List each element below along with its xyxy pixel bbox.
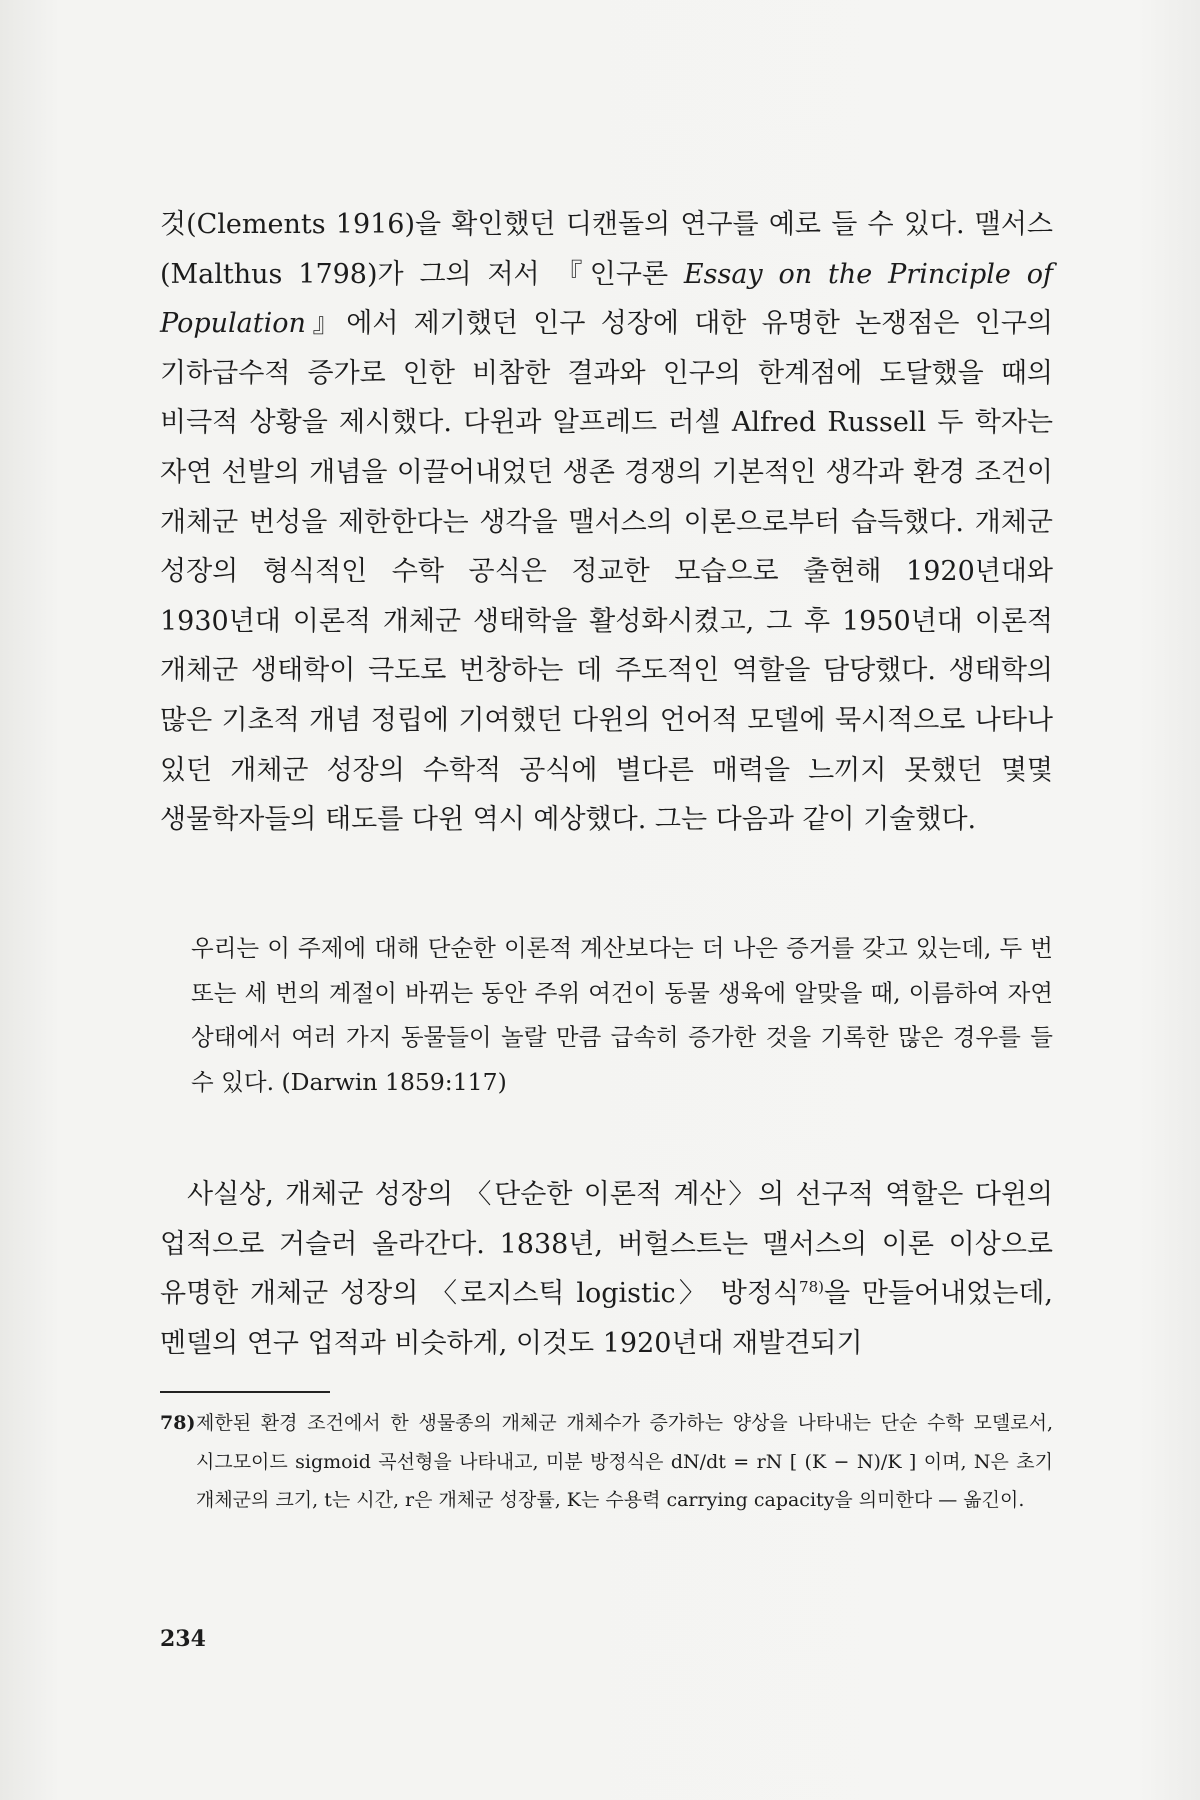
body-paragraph-2 — [160, 1170, 1053, 1368]
block-quote: 우리는 이 주제에 대해 단순한 이론적 계산보다는 더 나은 증거를 갖고 있는데, 두 번 또는 세 번의 계절이 바뀌는 동안 주위 여건이 동물 생육에 알맞을 때, 이름하여 자연 상태에서 여러 가지 동물들이 놀랄 만큼 급속히 증가한 것을 기록한 많은 경우를 들 수 있다. (Darwin 1859:117) — [191, 934, 1053, 1096]
page-number: 234 — [160, 1626, 206, 1652]
footnote — [160, 1404, 1053, 1520]
footnote-number: 78) — [160, 1412, 196, 1434]
footnote-reference[interactable]: 78) — [799, 1278, 824, 1297]
paragraph-1-text-b: 』에서 제기했던 인구 성장에 대한 유명한 논쟁점은 인구의 기하급수적 증가로 인한 비참한 결과와 인구의 한계점에 도달했을 때의 비극적 상황을 제시했다. 다윈과 알프레드 러셀 Alfred Russell 두 학자는 자연 선발의 개념을 이끌어내었던 생존 경쟁의 기본적인 생각과 환경 조건이 개체군 번성을 제한한다는 생각을 맬서스의 이론으로부터 습득했다. 개체군 성장의 형식적인 수학 공식은 정교한 모습으로 출현해 1920년대와 1930년대 이론적 개체군 생태학을 활성화시켰고, 그 후 1950년대 이론적 개체군 생태학이 극도로 번창하는 데 주도적인 역할을 담당했다. 생태학의 많은 기초적 개념 정립에 기여했던 다윈의 언어적 모델에 묵시적으로 나타나 있던 개체군 성장의 수학적 공식에 별다른 매력을 느끼지 못했던 몇몇 생물학자들의 태도를 다윈 역시 예상했다. 그는 다음과 같이 기술했다. — [160, 308, 1053, 836]
paragraph-1-text-a: 것(Clements 1916)을 확인했던 디캔돌의 연구를 예로 들 수 있다. 맬서스(Malthus 1798)가 그의 저서 『인구론 — [160, 209, 1053, 290]
body-paragraph-1 — [160, 200, 1053, 845]
footnote-divider — [160, 1391, 330, 1393]
book-title: Essay on the Principle of Population — [160, 258, 1053, 340]
footnote-text: 제한된 환경 조건에서 한 생물종의 개체군 개체수가 증가하는 양상을 나타내는 단순 수학 모델로서, 시그모이드 sigmoid 곡선형을 나타내고, 미분 방정식은 dN/dt = rN [ (K − N)/K ] 이며, N은 초기 개체군의 크기, t는 시간, r은 개체군 성장률, K는 수용력 carrying capacity을 의미한다 — 옮긴이. — [196, 1412, 1053, 1511]
paragraph-2-text-a: 사실상, 개체군 성장의 〈단순한 이론적 계산〉의 선구적 역할은 다윈의 업적으로 거슬러 올라간다. 1838년, 버헐스트는 맬서스의 이론 이상으로 유명한 개체군 성장의 〈로지스틱 logistic〉 방정식 — [160, 1179, 1053, 1310]
paragraph-2-text-b: 을 만들어내었는데, 멘델의 연구 업적과 비슷하게, 이것도 1920년대 재발견되기 — [160, 1278, 1053, 1359]
